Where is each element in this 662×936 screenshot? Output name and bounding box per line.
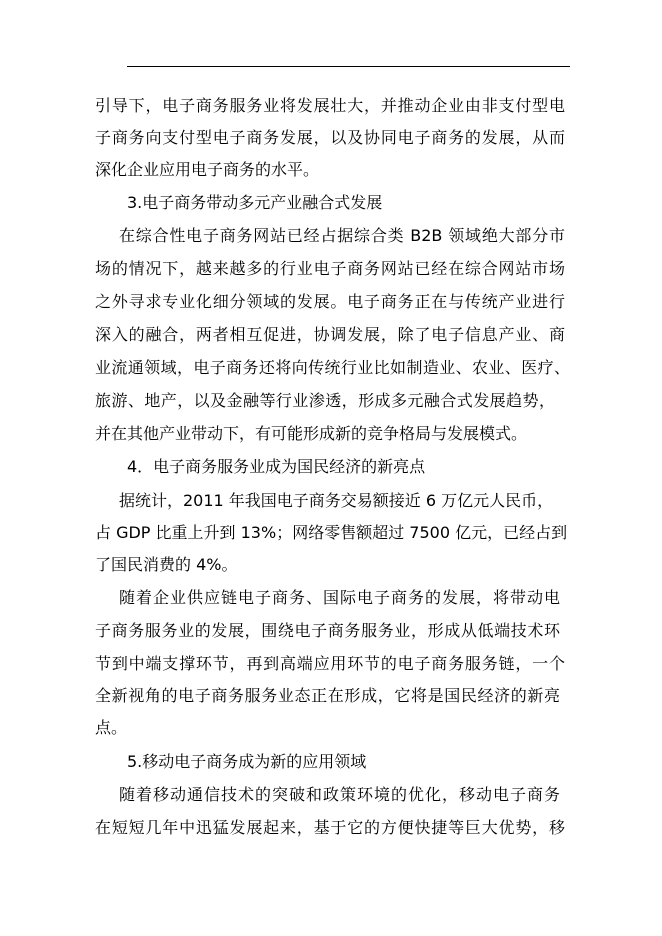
body-text-line: 并在其他产业带动下，有可能形成新的竞争格局与发展模式。: [95, 424, 528, 443]
body-text-line: 了国民消费的 4%。: [95, 555, 238, 574]
body-text-line: 节到中端支撑环节，再到高端应用环节的电子商务服务链，一个: [95, 654, 565, 673]
header-rule: [127, 66, 570, 67]
section-heading-5: 5.移动电子商务成为新的应用领域: [127, 752, 367, 771]
body-text-line: 引导下，电子商务服务业将发展壮大，并推动企业由非支付型电: [95, 96, 565, 115]
body-text-line: 子商务向支付型电子商务发展，以及协同电子商务的发展，从而: [95, 128, 565, 147]
body-text-line: 随着企业供应链电子商务、国际电子商务的发展，将带动电: [119, 588, 560, 607]
body-text-line: 业流通领域，电子商务还将向传统行业比如制造业、农业、医疗、: [95, 358, 570, 377]
body-text-line: 全新视角的电子商务服务业态正在形成，它将是国民经济的新亮: [95, 686, 560, 705]
body-text-line: 深化企业应用电子商务的水平。: [95, 160, 320, 179]
body-text-line: 占 GDP 比重上升到 13%；网络零售额超过 7500 亿元，已经占到: [95, 523, 568, 542]
section-heading-4: 4．电子商务服务业成为国民经济的新亮点: [127, 457, 426, 476]
body-text-line: 深入的融合，两者相互促进，协调发展，除了电子信息产业、商: [95, 325, 565, 344]
body-text-line: 场的情况下，越来越多的行业电子商务网站已经在综合网站市场: [95, 259, 565, 278]
body-text-line: 之外寻求专业化细分领域的发展。电子商务正在与传统产业进行: [95, 292, 565, 311]
body-text-line: 子商务服务业的发展，围绕电子商务服务业，形成从低端技术环: [95, 621, 560, 640]
body-text-line: 在综合性电子商务网站已经占据综合类 B2B 领域绝大部分市: [119, 226, 565, 245]
section-heading-3: 3.电子商务带动多元产业融合式发展: [127, 193, 383, 212]
body-text-line: 在短短几年中迅猛发展起来，基于它的方便快捷等巨大优势，移: [95, 818, 565, 837]
body-text-line: 随着移动通信技术的突破和政策环境的优化，移动电子商务: [119, 785, 560, 804]
body-text-line: 旅游、地产，以及金融等行业渗透，形成多元融合式发展趋势，: [95, 391, 555, 410]
body-text-line: 点。: [95, 718, 128, 737]
body-text-line: 据统计，2011 年我国电子商务交易额接近 6 万亿元人民币，: [119, 491, 554, 510]
